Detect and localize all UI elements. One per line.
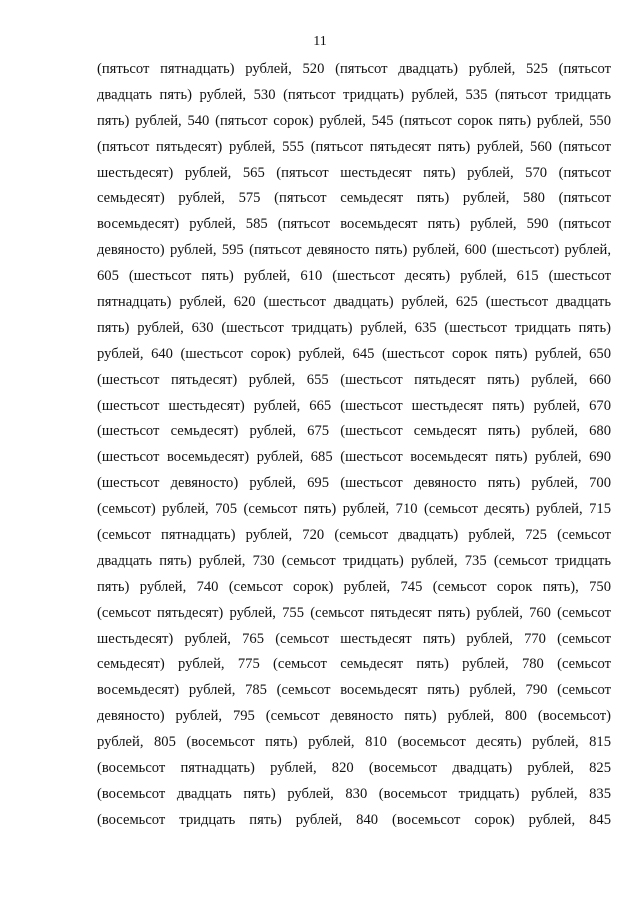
text-line: шестьдесят) рублей, 565 (пятьсот шестьдесят пять) рублей, 570 (пятьсот: [97, 164, 611, 181]
text-line: (семьсот пятнадцать) рублей, 720 (семьсот двадцать) рублей, 725 (семьсот: [97, 527, 611, 544]
body-text: [97, 57, 611, 834]
text-line: рублей, 805 (восемьсот пять) рублей, 810 (восемьсот десять) рублей, 815: [97, 734, 611, 751]
text-line: (семьсот) рублей, 705 (семьсот пять) рублей, 710 (семьсот десять) рублей, 715: [97, 501, 611, 518]
text-line: (семьсот пятьдесят) рублей, 755 (семьсот пятьдесят пять) рублей, 760 (семьсот: [97, 604, 611, 621]
text-line: пять) рублей, 630 (шестьсот тридцать) рублей, 635 (шестьсот тридцать пять): [97, 319, 611, 336]
text-line: девяносто) рублей, 595 (пятьсот девяносто пять) рублей, 600 (шестьсот) рублей,: [97, 242, 611, 259]
text-line: шестьдесят) рублей, 765 (семьсот шестьдесят пять) рублей, 770 (семьсот: [97, 630, 611, 647]
text-line: (пятьсот пятнадцать) рублей, 520 (пятьсот двадцать) рублей, 525 (пятьсот: [97, 61, 611, 77]
text-line: восемьдесят) рублей, 585 (пятьсот восемьдесят пять) рублей, 590 (пятьсот: [97, 216, 611, 233]
text-line: (пятьсот пятьдесят) рублей, 555 (пятьсот пятьдесят пять) рублей, 560 (пятьсот: [97, 138, 611, 155]
text-line: (шестьсот семьдесят) рублей, 675 (шестьсот семьдесят пять) рублей, 680: [97, 423, 611, 440]
text-line: семьдесят) рублей, 775 (семьсот семьдесят пять) рублей, 780 (семьсот: [97, 656, 611, 673]
text-line: рублей, 640 (шестьсот сорок) рублей, 645 (шестьсот сорок пять) рублей, 650: [97, 345, 611, 362]
text-line: (восемьсот двадцать пять) рублей, 830 (восемьсот тридцать) рублей, 835: [97, 785, 611, 802]
text-line: (шестьсот пятьдесят) рублей, 655 (шестьсот пятьдесят пять) рублей, 660: [97, 371, 611, 388]
text-line: пятнадцать) рублей, 620 (шестьсот двадцать) рублей, 625 (шестьсот двадцать: [97, 294, 611, 311]
text-line: (шестьсот девяносто) рублей, 695 (шестьсот девяносто пять) рублей, 700: [97, 475, 611, 492]
text-line: (восемьсот пятнадцать) рублей, 820 (восемьсот двадцать) рублей, 825: [97, 760, 611, 777]
text-line: пять) рублей, 540 (пятьсот сорок) рублей, 545 (пятьсот сорок пять) рублей, 550: [97, 112, 611, 129]
text-line: (восемьсот тридцать пять) рублей, 840 (восемьсот сорок) рублей, 845: [97, 811, 611, 828]
text-line: (шестьсот восемьдесят) рублей, 685 (шестьсот восемьдесят пять) рублей, 690: [97, 449, 611, 466]
text-line: девяносто) рублей, 795 (семьсот девяносто пять) рублей, 800 (восемьсот): [97, 708, 611, 725]
text-line: 605 (шестьсот пять) рублей, 610 (шестьсот десять) рублей, 615 (шестьсот: [97, 268, 611, 285]
text-line: пять) рублей, 740 (семьсот сорок) рублей, 745 (семьсот сорок пять), 750: [97, 578, 611, 595]
text-line: семьдесят) рублей, 575 (пятьсот семьдесят пять) рублей, 580 (пятьсот: [97, 190, 611, 207]
text-line: двадцать пять) рублей, 730 (семьсот тридцать) рублей, 735 (семьсот тридцать: [97, 552, 611, 569]
text-line: (шестьсот шестьдесят) рублей, 665 (шестьсот шестьдесят пять) рублей, 670: [97, 397, 611, 414]
page-number: 11: [313, 34, 327, 49]
text-line: двадцать пять) рублей, 530 (пятьсот тридцать) рублей, 535 (пятьсот тридцать: [97, 86, 611, 103]
text-line: восемьдесят) рублей, 785 (семьсот восемьдесят пять) рублей, 790 (семьсот: [97, 682, 611, 699]
